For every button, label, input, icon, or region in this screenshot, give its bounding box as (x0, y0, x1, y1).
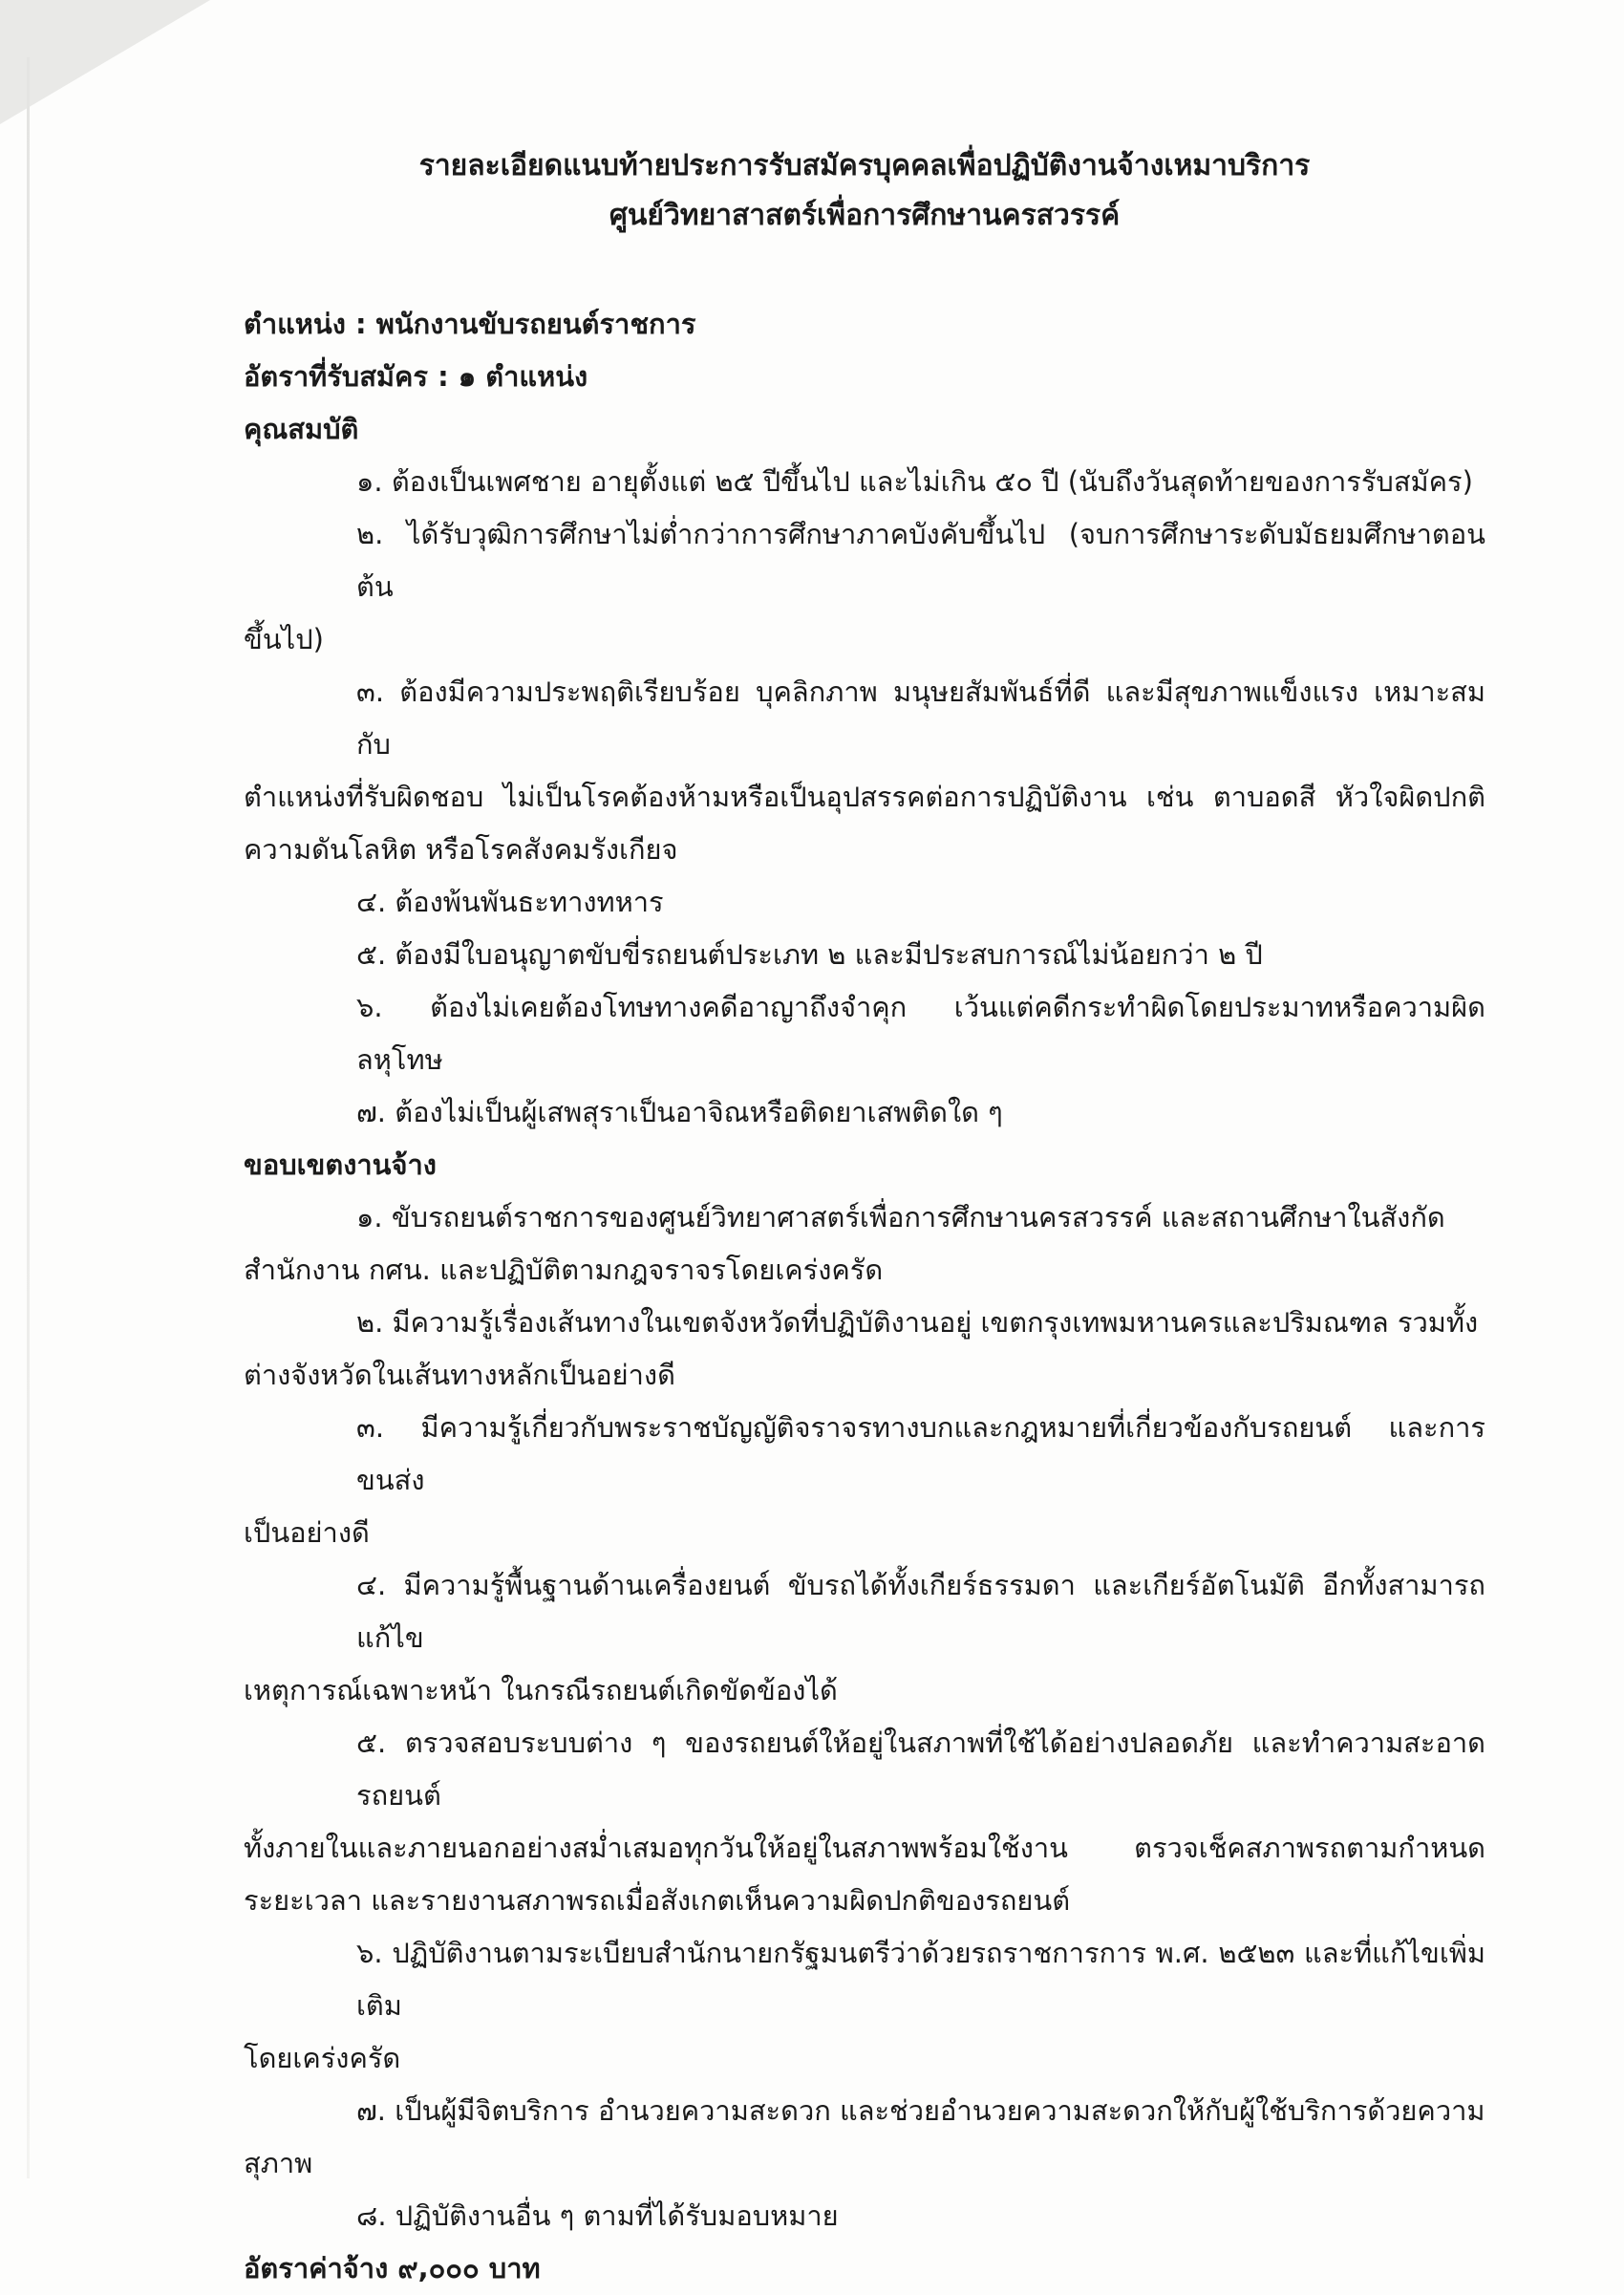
scope-item: ๑. ขับรถยนต์ราชการของศูนย์วิทยาศาสตร์เพื่อการศึกษานครสวรรค์ และสถานศึกษาในสังกัด สำนักงาน กศน. และปฏิบัติตามกฎจราจรโดยเคร่งครัด (244, 1201, 1445, 1286)
qualifications-list (244, 456, 1485, 1139)
scope-item: ๔. มีความรู้พื้นฐานด้านเครื่องยนต์ ขับรถได้ทั้งเกียร์ธรรมดา และเกียร์อัตโนมัติ อีกทั้งสามารถแก้ไข เหตุการณ์เฉพาะหน้า ในกรณีรถยนต์เกิดขัดข้องได้ (244, 1569, 1485, 1706)
qualification-item: ๑. ต้องเป็นเพศชาย อายุตั้งแต่ ๒๕ ปีขึ้นไป และไม่เกิน ๕๐ ปี (นับถึงวันสุดท้ายของการรับสมัคร) (356, 465, 1473, 498)
scope-item: ๘. ปฏิบัติงานอื่น ๆ ตามที่ได้รับมอบหมาย (356, 2199, 839, 2232)
scope-item: ๕. ตรวจสอบระบบต่าง ๆ ของรถยนต์ให้อยู่ในสภาพที่ใช้ได้อย่างปลอดภัย และทำความสะอาดรถยนต์ ทั้งภายในและภายนอกอย่างสม่ำเสมอทุกวันให้อยู่ในสภาพพร้อมใช้งาน ตรวจเช็คสภาพรถตามกำหนดระยะเวลา และรายงานสภาพรถเมื่อสังเกตเห็นความผิดปกติของรถยนต์ (244, 1727, 1485, 1917)
scope-heading: ขอบเขตงานจ้าง (244, 1148, 437, 1181)
qualification-item: ๕. ต้องมีใบอนุญาตขับขี่รถยนต์ประเภท ๒ และมีประสบการณ์ไม่น้อยกว่า ๒ ปี (356, 938, 1263, 971)
qualification-item: ๖. ต้องไม่เคยต้องโทษทางคดีอาญาถึงจำคุก เว้นแต่คดีกระทำผิดโดยประมาทหรือความผิดลหุโทษ (356, 991, 1485, 1076)
document-body (244, 141, 1485, 2295)
scope-item: ๒. มีความรู้เรื่องเส้นทางในเขตจังหวัดที่ปฏิบัติงานอยู่ เขตกรุงเทพมหานครและปริมณฑล รวมทั้ง ต่างจังหวัดในเส้นทางหลักเป็นอย่างดี (244, 1306, 1479, 1391)
qualifications-heading: คุณสมบัติ (244, 413, 359, 445)
qualification-item: ๓. ต้องมีความประพฤติเรียบร้อย บุคลิกภาพ มนุษยสัมพันธ์ที่ดี และมีสุขภาพแข็งแรง เหมาะสมกับ ตำแหน่งที่รับผิดชอบ ไม่เป็นโรคต้องห้ามหรือเป็นอุปสรรคต่อการปฏิบัติงาน เช่น ตาบอดสี หัวใจผิดปกติ ความดันโลหิต หรือโรคสังคมรังเกียจ (244, 676, 1485, 866)
scope-item: ๓. มีความรู้เกี่ยวกับพระราชบัญญัติจราจรทางบกและกฎหมายที่เกี่ยวข้องกับรถยนต์ และการขนส่ง เป็นอย่างดี (244, 1411, 1485, 1549)
scope-item: ๗. เป็นผู้มีจิตบริการ อำนวยความสะดวก และช่วยอำนวยความสะดวกให้กับผู้ใช้บริการด้วยความ สุภาพ (244, 2094, 1485, 2179)
scope-item: ๖. ปฏิบัติงานตามระเบียบสำนักนายกรัฐมนตรีว่าด้วยรถราชการการ พ.ศ. ๒๕๒๓ และที่แก้ไขเพิ่มเติม โดยเคร่งครัด (244, 1937, 1485, 2074)
document-title-line-2: ศูนย์วิทยาสาสตร์เพื่อการศึกษานครสวรรค์ (609, 199, 1121, 232)
position-label: ตำแหน่ง : พนักงานขับรถยนต์ราชการ (244, 308, 696, 340)
salary-label: อัตราค่าจ้าง ๙,๐๐๐ บาท (244, 2252, 541, 2284)
qualification-item: ๔. ต้องพ้นพันธะทางทหาร (356, 886, 664, 918)
scope-list (244, 1191, 1485, 2242)
qualification-item: ๗. ต้องไม่เป็นผู้เสพสุราเป็นอาจิณหรือติดยาเสพติดใด ๆ (356, 1096, 1003, 1128)
scan-edge-shadow (27, 57, 30, 2178)
document-header (244, 141, 1485, 241)
document-title-line-1: รายละเอียดแนบท้ายประการรับสมัครบุคคลเพื่อปฏิบัติงานจ้างเหมาบริการ (418, 149, 1311, 182)
qualification-item: ๒. ได้รับวุฒิการศึกษาไม่ต่ำกว่าการศึกษาภาคบังคับขึ้นไป (จบการศึกษาระดับมัธยมศึกษาตอนต้น ขึ้นไป) (244, 518, 1485, 655)
position-rate: อัตราที่รับสมัคร : ๑ ตำแหน่ง (244, 360, 588, 393)
scan-corner-fold (0, 0, 210, 124)
